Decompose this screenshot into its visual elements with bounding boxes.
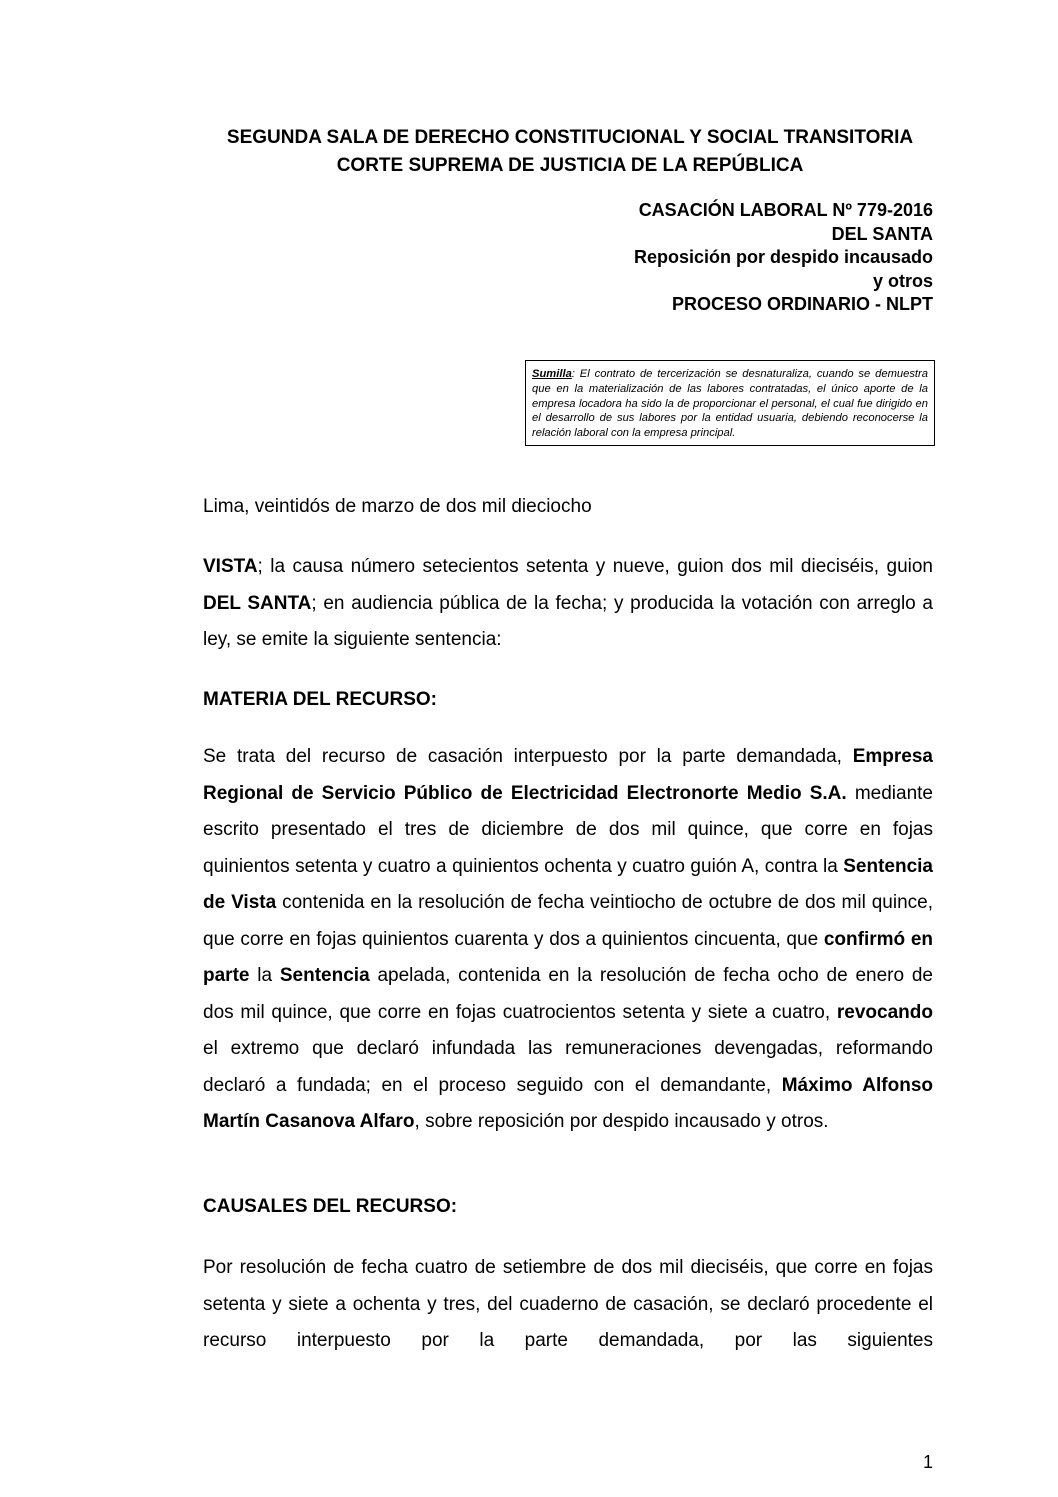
materia-sentencia-vista: Sentencia de Vista: [203, 855, 933, 913]
materia-text-4: la: [249, 965, 280, 986]
materia-confirmo: confirmó en parte: [203, 928, 933, 986]
sumilla-label: Sumilla: [532, 368, 572, 380]
vista-text-1: ; la causa número setecientos setenta y nueve, guion dos mil dieciséis, guion: [257, 556, 933, 577]
materia-plaintiff-name: Máximo Alfonso Martín Casanova Alfaro: [203, 1074, 933, 1132]
causales-section-title: CAUSALES DEL RECURSO:: [203, 1196, 458, 1217]
vista-district: DEL SANTA: [203, 592, 312, 614]
case-identification: [513, 199, 933, 317]
materia-paragraph: [203, 739, 933, 1141]
case-subject-line-1: Reposición por despido incausado: [633, 247, 933, 267]
date-line: Lima, veintidós de marzo de dos mil dieciocho: [203, 496, 592, 517]
case-process-type: PROCESO ORDINARIO - NLPT: [671, 294, 933, 314]
court-header-line-1: SEGUNDA SALA DE DERECHO CONSTITUCIONAL Y SOCIAL TRANSITORIA: [226, 127, 914, 148]
materia-text-5: apelada, contenida en la resolución de fecha ocho de enero de dos mil quince, que corre en fojas cuatrocientos setenta y siete a cuatro,: [203, 965, 933, 1023]
materia-revocando: revocando: [836, 1001, 933, 1023]
vista-paragraph: [203, 549, 933, 659]
materia-text-3: contenida en la resolución de fecha veintiocho de octubre de dos mil quince, que corre en fojas quinientos cuarenta y dos a quinientos cincuenta, que: [203, 892, 933, 950]
materia-text-1: Se trata del recurso de casación interpuesto por la parte demandada,: [203, 746, 853, 767]
court-header-line-2: CORTE SUPREMA DE JUSTICIA DE LA REPÚBLICA: [336, 155, 804, 176]
materia-sentencia: Sentencia: [279, 965, 370, 986]
court-header: [195, 124, 945, 180]
causales-paragraph: Por resolución de fecha cuatro de setiembre de dos mil dieciséis, que corre en fojas setenta y siete a ochenta y tres, del cuaderno de casación, se declaró procedente el recurso interpuesto por la parte demandada, por las siguientes: [203, 1257, 933, 1351]
materia-company-name: Empresa Regional de Servicio Público de Electricidad Electronorte Medio S.A.: [203, 746, 933, 804]
case-number: CASACIÓN LABORAL Nº 779-2016: [638, 200, 933, 220]
sumilla-box: [525, 360, 935, 446]
materia-text-2: mediante escrito presentado el tres de diciembre de dos mil quince, que corre en fojas quinientos setenta y cuatro a quinientos ochenta y cuatro guión A, contra la: [203, 782, 933, 877]
case-subject-line-2: y otros: [872, 270, 933, 291]
sumilla-text: : El contrato de tercerización se desnaturaliza, cuando se demuestra que en la materialización de las labores contratadas, el único aporte de la empresa locadora ha sido la de proporcionar el personal, el cual fue dirigido en el desarrollo de sus labores por la entidad usuaria, debiendo reconocerse la relación laboral con la empresa principal.: [532, 368, 928, 440]
vista-text-2: ; en audiencia pública de la fecha; y producida la votación con arreglo a ley, se emite la siguiente sentencia:: [203, 592, 933, 650]
page-number: 1: [922, 1452, 933, 1472]
materia-section-title: MATERIA DEL RECURSO:: [203, 689, 437, 710]
case-district: DEL SANTA: [831, 223, 933, 244]
vista-label: VISTA: [203, 556, 258, 577]
materia-text-6: el extremo que declaró infundada las remuneraciones devengadas, reformando declaró a fundada; en el proceso seguido con el demandante,: [203, 1038, 933, 1096]
materia-text-7: , sobre reposición por despido incausado y otros.: [414, 1111, 829, 1132]
